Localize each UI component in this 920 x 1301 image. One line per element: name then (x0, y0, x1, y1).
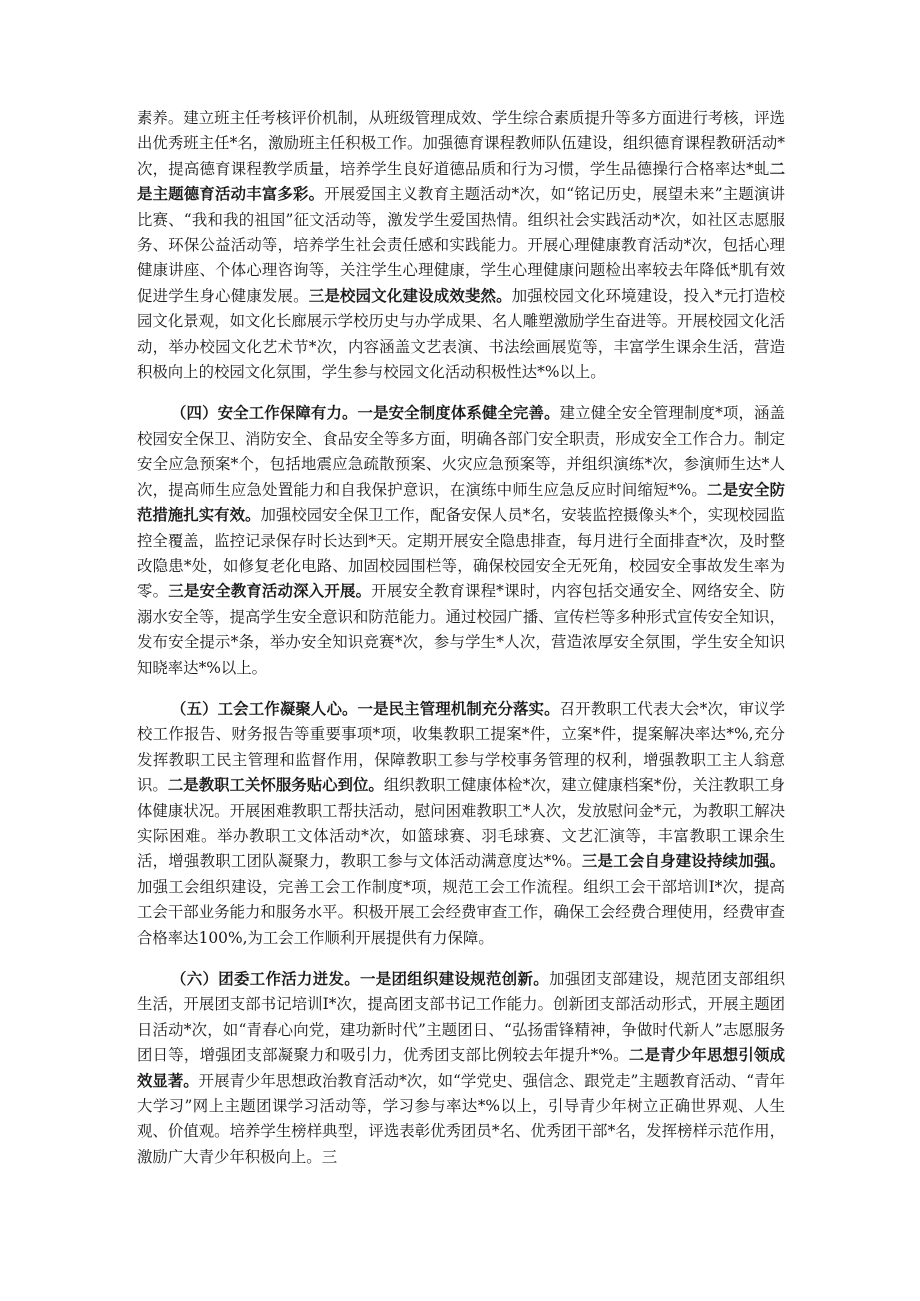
subheading-run: 三是安全教育活动深入开展。 (168, 582, 372, 601)
text-run: 素养。建立班主任考核评价机制，从班级管理成效、学生综合素质提升等多方面进行考核，评选出优秀班主任*名，激励班主任积极工作。加强德育课程教师队伍建设，组织德育课程教研活动*次，提高德育课程教学质量，培养学生良好道德品质和行为习惯，学生品德操行合格率达*虬 (137, 109, 785, 178)
section-heading-run: （六）团委工作活力迸发。一是团组织建设规范创新。 (171, 970, 550, 988)
paragraph-union-work (137, 697, 785, 951)
paragraph-youth-league-work (137, 967, 785, 1170)
subheading-run: 二是青少年思想引领成效显著。 (137, 1046, 785, 1090)
subheading-run: 三是校园文化建设成效斐然。 (308, 286, 512, 305)
text-run: 开展安全教育课程*课时，内容包括交通安全、网络安全、防溺水安全等，提高学生安全意识和防范能力。通过校园广播、宣传栏等多种形式宣传安全知识，发布安全提示*条，举办安全知识竞赛*次，参与学生*人次，营造浓厚安全氛围，学生安全知识知晓率达*%以上。 (137, 582, 785, 677)
paragraph-moral-education (137, 106, 785, 385)
text-run: 召开教职工代表大会*次，审议学校工作报告、财务报告等重要事项*项，收集教职工提案*件，立案*件，提案解决率达*%,充分发挥教职工民主管理和监督作用，保障教职工参与学校事务管理的权利，增强教职工主人翁意识。 (137, 699, 785, 795)
section-heading-run: （五）工会工作凝聚人心。一是民主管理机制充分落实。 (171, 699, 560, 718)
document-body (137, 106, 785, 1186)
text-run: 加强校园文化环境建设，投入*元打造校园文化景观，如文化长廊展示学校历史与办学成果、名人雕塑激励学生奋进等。开展校园文化活动，举办校园文化艺术节*次，内容涵盖文艺表演、书法绘画展览等，丰富学生课余生活，营造积极向上的校园文化氛围，学生参与校园文化活动积极性达*%以上。 (137, 286, 785, 382)
text-run: 加强团支部建设，规范团支部组织生活，开展团支部书记培训I*次，提高团支部书记工作能力。创新团支部活动形式，开展主题团日活动*次，如“青春心向党，建功新时代”主题团日、“弘扬雷锋精神，争做时代新人”志愿服务团日等，增强团支部凝聚力和吸引力，优秀团支部比例较去年提升*%。 (137, 970, 785, 1065)
subheading-run: 三是工会自身建设持续加强。 (581, 852, 785, 871)
text-run: 加强校园安全保卫工作，配备安保人员*名，安装监控摄像头*个，实现校园监控全覆盖，监控记录保存时长达到*天。定期开展安全隐患排查，每月进行全面排查*次，及时整改隐患*处，如修复老化电路、加固校园围栏等，确保校园安全无死角，校园安全事故发生率为零。 (137, 506, 785, 601)
paragraph-safety-work (137, 401, 785, 680)
text-run: 建立健全安全管理制度*项，涵盖校园安全保卫、消防安全、食品安全等多方面，明确各部门安全职责，形成安全工作合力。制定安全应急预案*个，包括地震应急疏散预案、火灾应急预案等，并组织演练*次，参演师生达*人次，提高师生应急处置能力和自我保护意识，在演练中师生应急反应时间缩短*%。 (137, 404, 785, 499)
text-run: 加强工会组织建设，完善工会工作制度*项，规范工会工作流程。组织工会干部培训I*次，提高工会干部业务能力和服务水平。积极开展工会经费审查工作，确保工会经费合理使用，经费审查合格率达100%,为工会工作顺利开展提供有力保障。 (137, 877, 785, 947)
text-run: 开展爱国主义教育主题活动*次，如“铭记历史，展望未来”主题演讲比赛、“我和我的祖国”征文活动等，激发学生爱国热情。组织社会实践活动*次，如社区志愿服务、环保公益活动等，培养学生社会责任感和实践能力。开展心理健康教育活动*次，包括心理健康讲座、个体心理咨询等，关注学生心理健康，学生心理健康问题检出率较去年降低*肌有效促进学生身心健康发展。 (137, 185, 785, 305)
subheading-run: 二是主题德育活动丰富多彩。 (137, 159, 785, 204)
subheading-run: 二是教职工关怀服务贴心到位。 (167, 776, 384, 795)
text-run: 组织教职工健康体检*次，建立健康档案*份，关注教职工身体健康状况。开展困难教职工帮扶活动，慰问困难教职工*人次，发放慰问金*元，为教职工解决实际困难。举办教职工文体活动*次，如篮球赛、羽毛球赛、文艺汇演等，丰富教职工课余生活，增强教职工团队凝聚力，教职工参与文体活动满意度达*%。 (137, 776, 785, 871)
section-heading-run: （四）安全工作保障有力。一是安全制度体系健全完善。 (171, 404, 560, 423)
text-run: 开展青少年思想政治教育活动*次，如“学党史、强信念、跟党走”主题教育活动、“青年大学习”网上主题团课学习活动等，学习参与率达*%以上，引导青少年树立正确世界观、人生观、价值观。培养学生榜样典型，评选表彰优秀团员*名、优秀团干部*名，发挥榜样示范作用，激励广大青少年积极向上。三 (137, 1071, 785, 1166)
subheading-run: 二是安全防范措施扎实有效。 (137, 480, 785, 525)
